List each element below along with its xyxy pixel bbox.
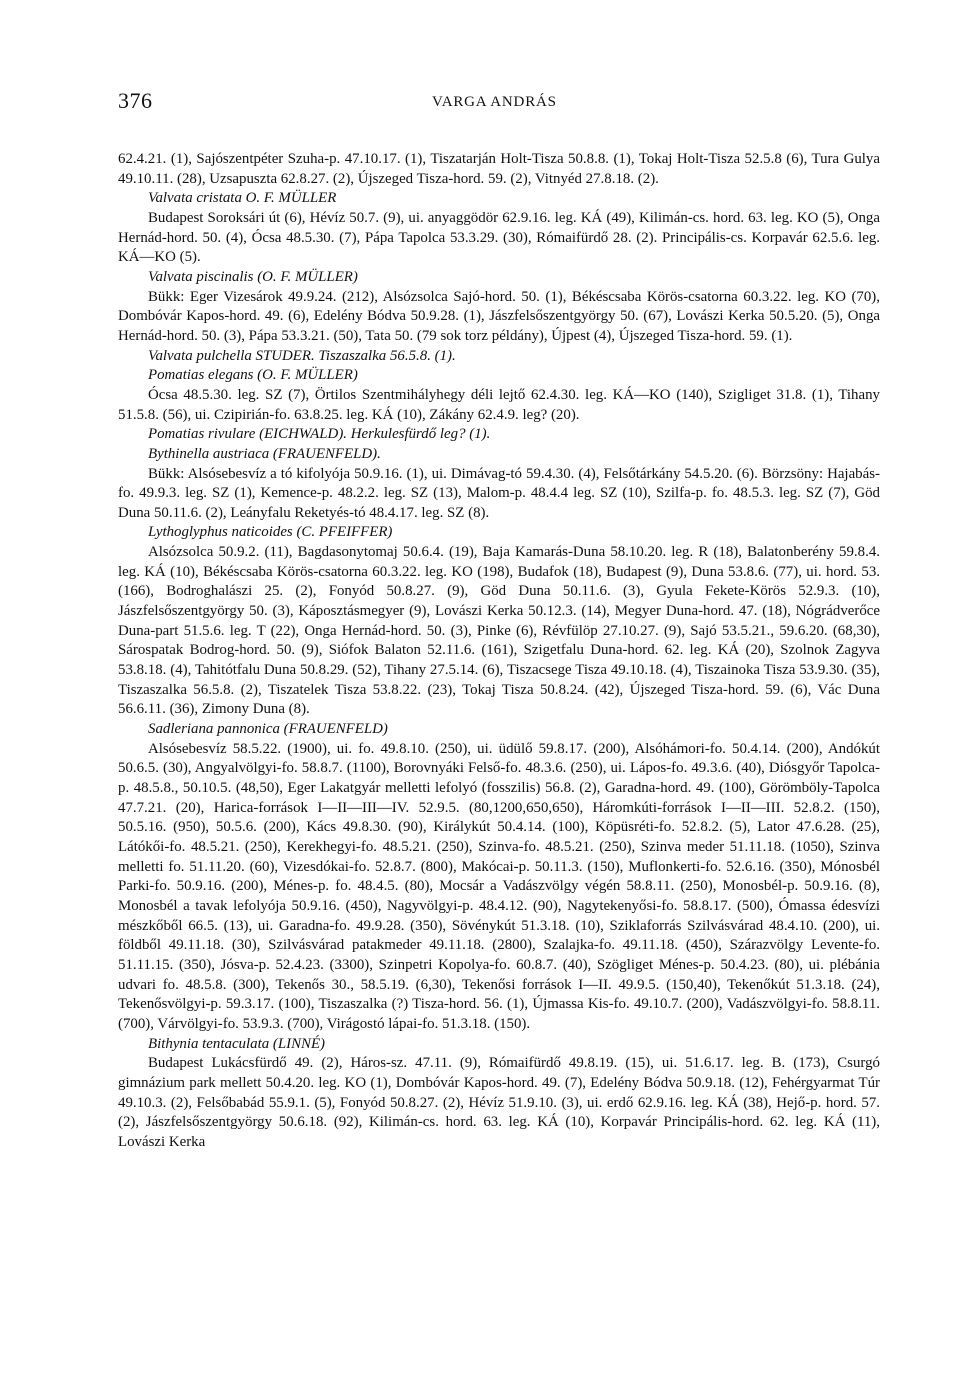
- species-heading: Valvata cristata O. F. MÜLLER: [148, 190, 337, 207]
- species-heading: Lythoglyphus naticoides (C. PFEIFFER): [148, 524, 393, 541]
- locality-list: Budapest Lukácsfürdő 49. (2), Háros-sz. 47.11. (9), Rómaifürdő 49.8.19. (15), ui. 51.6.17. leg. B. (173), Csurgó gimnázium park mellett 50.4.20. leg. KO (1), Dombóvár Kapos-hord. 49. (7), Edelény Bódva 50.9.18. (12), Fehérgyarmat Túr 49.10.3. (2), Felsőbabád 55.9.1. (5), Fonyód 50.8.27. (2), Hévíz 51.9.10. (3), ui. erdő 62.9.16. leg. KÁ (38), Hejő-p. hord. 57. (2), Jászfelsőszentgyörgy 50.6.18. (92), Kilimán-cs. hord. 63. leg. KÁ (10), Korpavár Principális-hord. 62. leg. KÁ (11), Lovászi Kerka: [118, 1055, 880, 1150]
- locality-list: Bükk: Eger Vizesárok 49.9.24. (212), Alsózsolca Sajó-hord. 50. (1), Békéscsaba Körös-csatorna 60.3.22. leg. KO (70), Dombóvár Kapos-hord. 49. (6), Edelény Bódva 50.9.28. (1), Jászfelsőszentgyörgy 50. (67), Lovászi Kerka 50.5.20. (5), Onga Hernád-hord. 50. (3), Pápa 53.3.21. (50), Tata 50. (79 sok torz példány), Újpest (4), Újszeged Tisza-hord. 59. (1).: [118, 288, 880, 344]
- species-heading: Sadleriana pannonica (FRAUENFELD): [148, 721, 388, 738]
- locality-list: Budapest Soroksári út (6), Hévíz 50.7. (9), ui. anyaggödör 62.9.16. leg. KÁ (49), Kilimán-cs. hord. 63. leg. KO (5), Onga Hernád-hord. 50. (4), Ócsa 48.5.30. (7), Pápa Tapolca 53.3.29. (30), Rómaifürdő 28. (2). Principális-cs. Korpavár 62.5.6. leg. KÁ—KO (5).: [118, 209, 880, 266]
- paragraph-continuation: 62.4.21. (1), Sajószentpéter Szuha-p. 47.10.17. (1), Tiszatarján Holt-Tisza 50.8.8. (1), Tokaj Holt-Tisza 52.5.8 (6), Tura Gulya 49.10.11. (28), Uzsapuszta 62.8.27. (2), Újszeged Tisza-hord. 59. (2), Vitnyéd 27.8.18. (2).: [118, 151, 880, 187]
- locality-list: Alsósebesvíz 58.5.22. (1900), ui. fo. 49.8.10. (250), ui. üdülő 59.8.17. (200), Alsóhámori-fo. 50.4.14. (200), Andókút 50.6.5. (30), Angyalvölgyi-fo. 58.8.7. (1100), Borovnyáki Felső-fo. 48.3.6. (250), ui. Lápos-fo. 49.3.6. (40), Diósgyőr Tapolca-p. 48.5.8., 50.10.5. (48,50), Eger Lakatgyár melletti lefolyó (fosszilis) 56.8. (2), Garadna-hord. 49. (100), Görömböly-Tapolca 47.7.21. (20), Harica-források I—II—III—IV. 52.9.5. (80,1200,650,650), Háromkúti-források I—II—III. 52.8.2. (150), 50.5.16. (950), 50.5.6. (200), Kács 49.8.30. (90), Királykút 50.4.14. (100), Köpüsréti-fo. 52.8.2. (5), Lator 47.6.28. (25), Látókői-fo. 48.5.21. (250), Kerekhegyi-fo. 48.5.21. (250), Szinva-fo. 48.5.21. (250), Szinva meder 51.11.18. (1050), Szinva melletti fo. 51.11.20. (60), Vizesdókai-fo. 52.8.7. (800), Makócai-p. 50.11.3. (150), Muflonkerti-fo. 52.6.16. (350), Mónosbél Parki-fo. 50.9.16. (200), Ménes-p. fo. 48.4.5. (80), Mocsár a Vadászvölgy végén 58.8.11. (250), Monosbél-p. 50.9.16. (8), Monosbél a tavak lefolyója 50.9.16. (450), Nagyvölgyi-p. 48.4.12. (90), Nagytekenyősi-fo. 58.8.17. (500), Ómassa édesvízi mészkőből 66.5. (13), ui. Garadna-fo. 49.9.28. (350), Sövénykút 51.3.18. (10), Sziklaforrás Szilvásvárad 48.4.10. (200), ui. földből 49.11.18. (30), Szilvásvárad patakmeder 49.11.18. (2800), Szalajka-fo. 49.11.18. (450), Szárazvölgy Levente-fo. 51.11.15. (350), Jósva-p. 52.4.23. (3300), Szinpetri Kopolya-fo. 60.8.7. (40), Szögliget Ménes-p. 50.4.23. (80), ui. plébánia udvari fo. 48.5.8. (300), Tekenős 30., 58.5.19. (6,30), Tekenősi források I—II. 49.9.5. (150,40), Tekenőkút 51.3.18. (24), Tekenősvölgyi-p. 59.3.17. (100), Tiszaszalka (?) Tisza-hord. 56. (1), Újmassa Kis-fo. 49.10.7. (200), Vadászvölgyi-fo. 58.8.11. (700), Várvölgyi-fo. 53.9.3. (700), Virágostó lápai-fo. 51.3.18. (150).: [118, 740, 880, 1032]
- species-heading: Pomatias elegans (O. F. MÜLLER): [148, 367, 358, 384]
- locality-list: Ócsa 48.5.30. leg. SZ (7), Örtilos Szentmihályhegy déli lejtő 62.4.30. leg. KÁ—KO (140), Szigliget 31.8. (1), Tihany 51.5.8. (56), ui. Czipirián-fo. 63.8.25. leg. KÁ (10), Zákány 62.4.9. leg? (20).: [118, 386, 880, 423]
- locality-list: Alsózsolca 50.9.2. (11), Bagdasonytomaj 50.6.4. (19), Baja Kamarás-Duna 58.10.20. leg. R (18), Balatonberény 59.8.4. leg. KÁ (10), Békéscsaba Körös-csatorna 60.3.22. leg. KO (198), Budafok (18), Budapest (9), Duna 53.8.6. (77), ui. hord. 53. (166), Bodroghalászi 25. (2), Fonyód 50.8.27. (9), Göd Duna 50.11.6. (3), Gyula Fekete-Körös 52.9.3. (10), Jászfelsőszentgyörgy 50. (3), Káposztásmegyer (9), Lovászi Kerka 50.12.3. (14), Megyer Duna-hord. 47. (18), Nógrádverőce Duna-part 51.5.6. leg. T (22), Onga Hernád-hord. 50. (3), Pinke (6), Révfülöp 27.10.27. (9), Sajó 53.5.21., 59.6.20. (68,30), Sárospatak Bodrog-hord. 50. (9), Siófok Balaton 52.11.6. (161), Szigetfalu Duna-hord. 62. leg. KÁ (20), Szolnok Zagyva 53.8.18. (4), Tahitótfalu Duna 50.8.29. (52), Tihany 27.5.14. (6), Tiszacsege Tisza 49.10.18. (4), Tiszainoka Tisza 53.9.30. (35), Tiszaszalka 56.5.8. (2), Tiszatelek Tisza 53.8.22. (23), Tokaj Tisza 50.8.24. (42), Újszeged Tisza-hord. 59. (6), Vác Duna 56.6.11. (36), Zimony Duna (8).: [118, 544, 880, 718]
- locality-list: Bükk: Alsósebesvíz a tó kifolyója 50.9.16. (1), ui. Dimávag-tó 59.4.30. (4), Felsőtárkány 54.5.20. (6). Börzsöny: Hajabás-fo. 49.9.3. leg. SZ (1), Kemence-p. 48.2.2. leg. SZ (13), Malom-p. 48.4.4 leg. SZ (10), Szilfa-p. fo. 48.5.3. leg. SZ (7), Göd Duna 50.11.6. (2), Leányfalu Reketyés-tó 48.4.17. leg. SZ (8).: [118, 465, 880, 521]
- species-heading: Pomatias rivulare (EICHWALD). Herkulesfürdő leg? (1).: [148, 426, 491, 443]
- article-body: [118, 150, 880, 1152]
- species-heading: Bythinella austriaca (FRAUENFELD).: [148, 445, 381, 462]
- species-heading: Valvata pulchella STUDER. Tiszaszalka 56.5.8. (1).: [148, 347, 456, 364]
- page-number: 376: [118, 88, 153, 113]
- running-head: VARGA ANDRÁS: [432, 94, 557, 110]
- page-header: [118, 88, 878, 122]
- species-heading: Valvata piscinalis (O. F. MÜLLER): [148, 268, 358, 285]
- species-heading: Bithynia tentaculata (LINNÉ): [148, 1035, 326, 1052]
